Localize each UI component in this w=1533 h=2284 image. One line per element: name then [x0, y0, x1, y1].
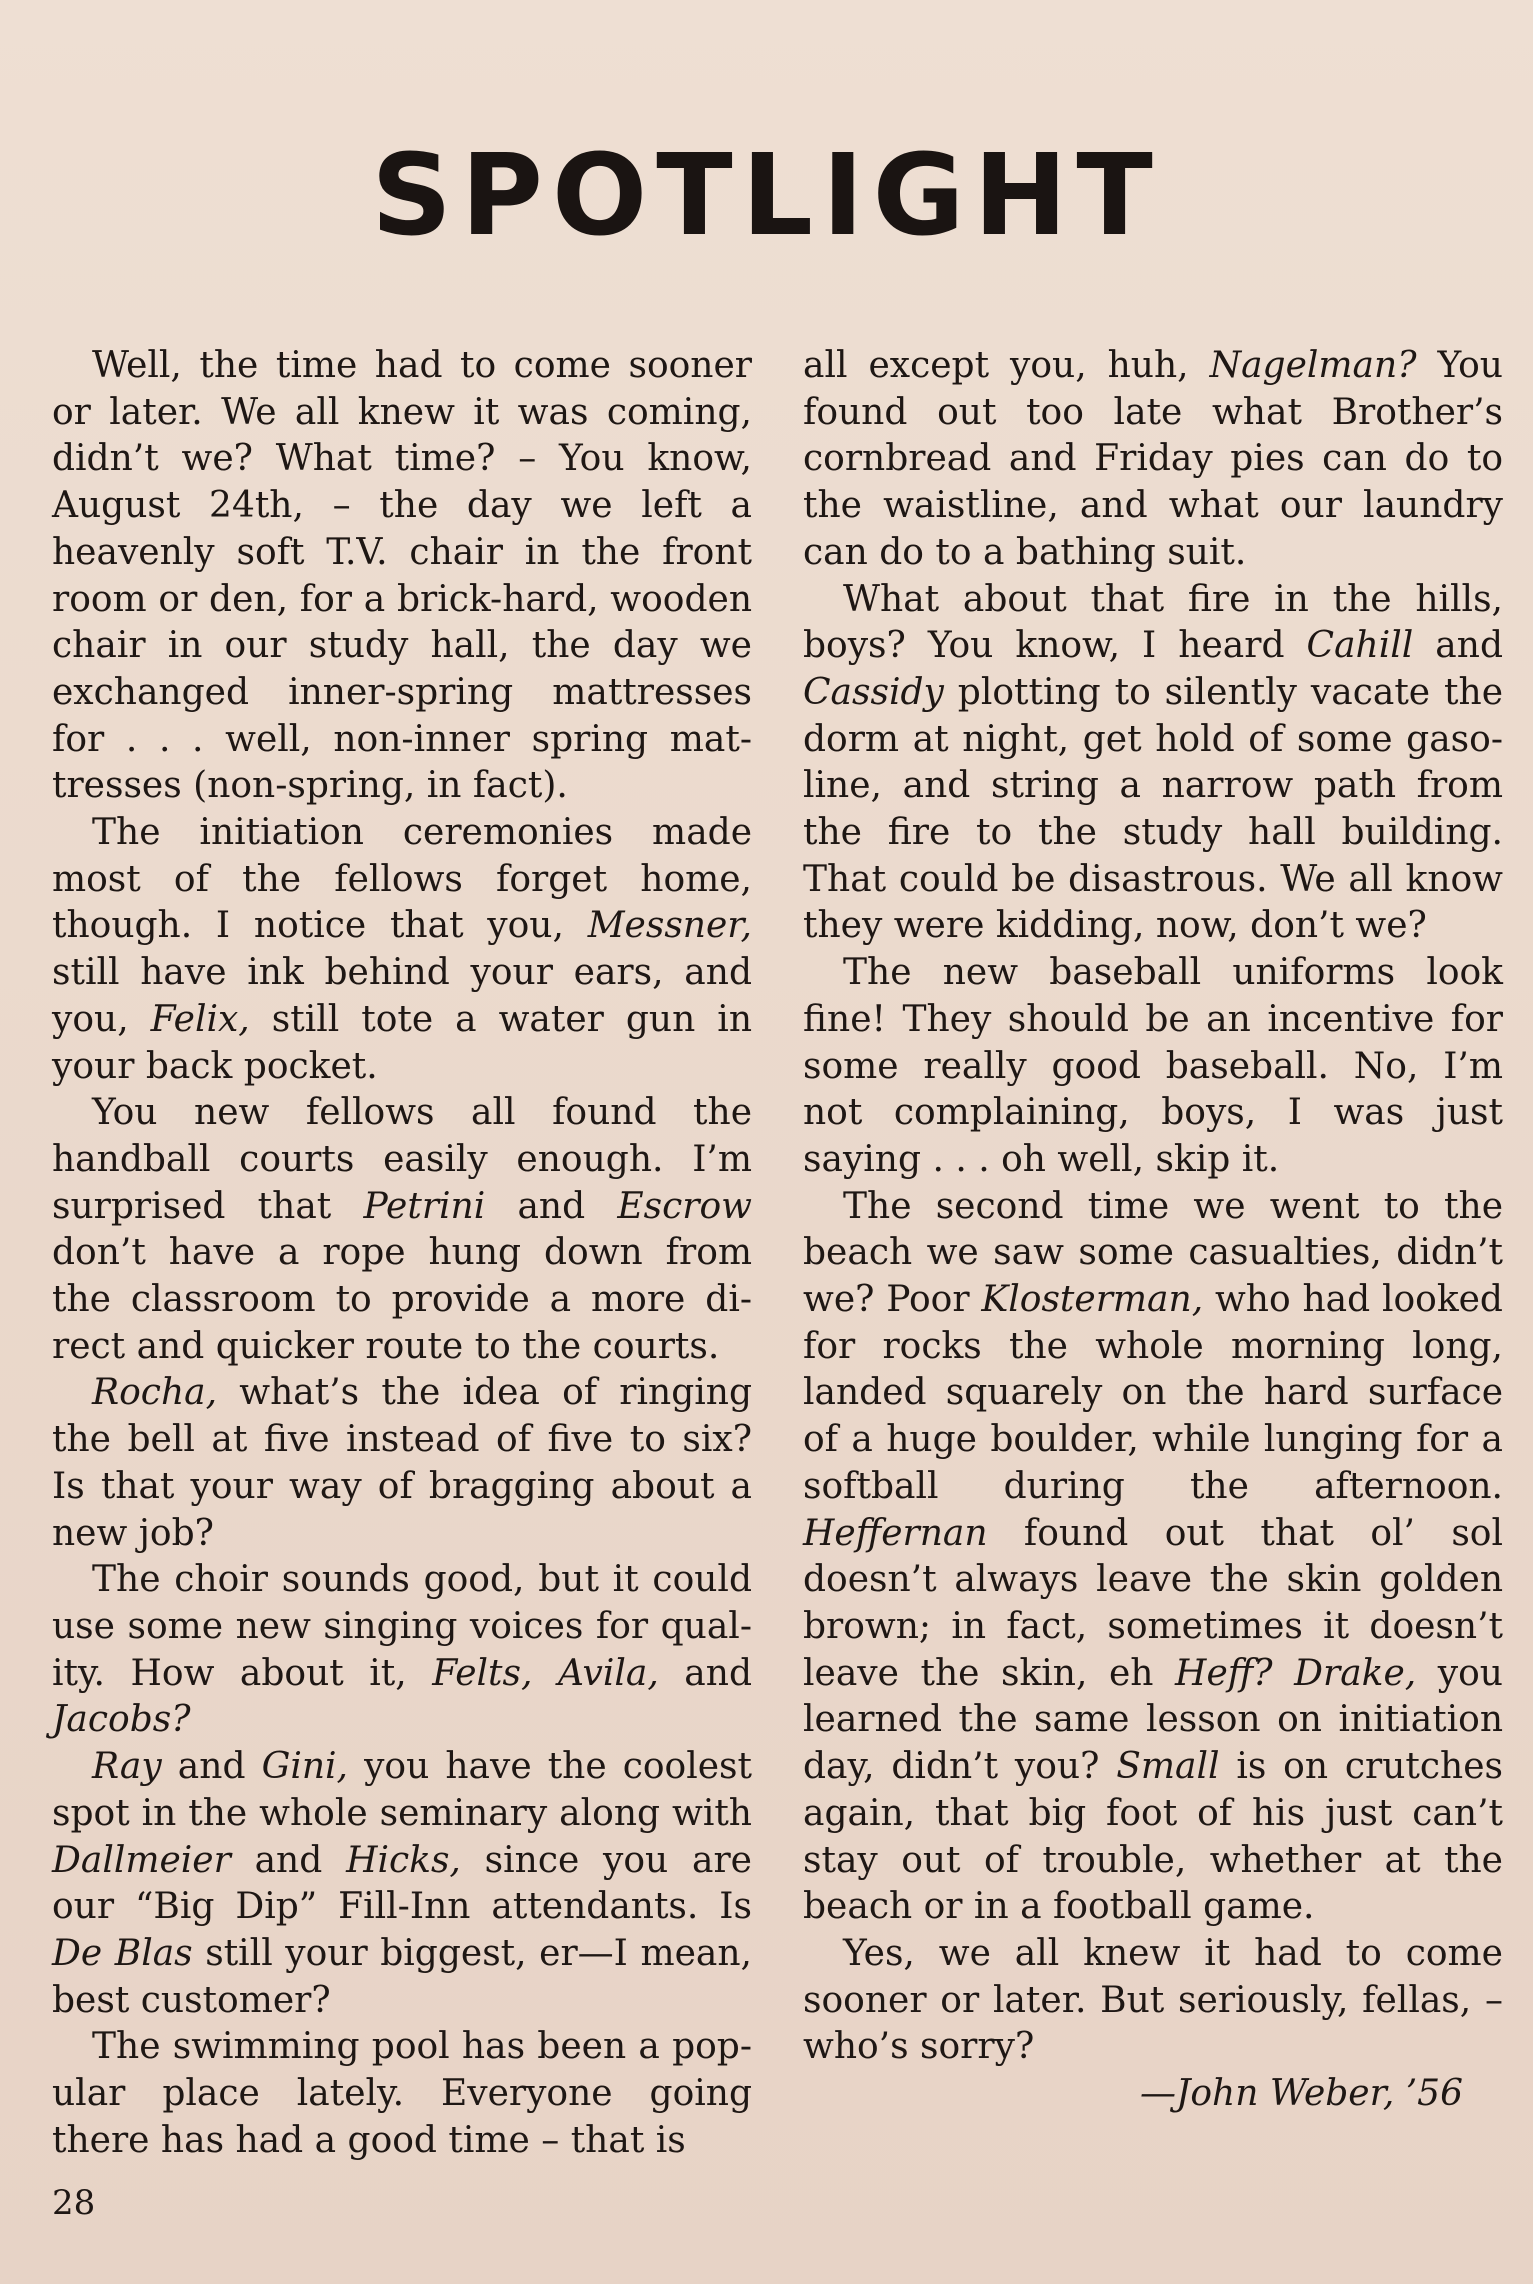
names-felts-avila: Felts, Avila, [432, 1652, 659, 1694]
author-signature: —John Weber, ’56 [1139, 2073, 1463, 2115]
text-run: You new fellows all found the handball courts easily enough. I’m surprised that [52, 1092, 752, 1227]
text-run: The choir sounds good, but it could use some new singing voices for quality. How about it, [52, 1559, 752, 1694]
text-run: still tote a water gun in your back pocket. [52, 998, 753, 1087]
text-run: who had looked for rocks the whole morning long, landed squarely on the hard surface of a huge boulder, while lunging for a softball during the afternoon. [803, 1279, 1503, 1507]
text-run: and [485, 1185, 618, 1227]
text-run: The second time we went to the beach we saw some casualties, didn’t we? Poor [803, 1185, 1503, 1321]
text-run: The initiation ceremonies made most of the fellows forget home, though. I notice that you, [52, 812, 752, 947]
name-small: Small [1116, 1746, 1220, 1788]
right-column [803, 343, 1503, 2118]
paragraph: The swimming pool has been a popular place lately. Everyone going there has had a good time – that is [52, 2026, 752, 2161]
paragraph [803, 577, 1503, 951]
text-run: don’t have a rope hung down from the classroom to provide a more direct and quicker route to the courts. [52, 1232, 752, 1367]
paragraph [803, 1184, 1503, 1931]
text-run: is on crutches again, that big foot of his just can’t stay out of trouble, whether at the beach or in a football game. [803, 1746, 1503, 1928]
left-column [52, 343, 752, 2164]
text-run: still your biggest, er—I mean, best customer? [52, 1932, 752, 2021]
text-run: and [658, 1652, 752, 1694]
paragraph [52, 1090, 752, 1370]
text-run: and [161, 1746, 262, 1788]
name-jacobs: Jacobs? [52, 1699, 191, 1741]
page-title: SPOTLIGHT [371, 131, 1162, 261]
text-run [1273, 1653, 1295, 1694]
name-escrow: Escrow [617, 1185, 752, 1227]
name-cahill: Cahill [1306, 625, 1414, 667]
name-cassidy: Cassidy [803, 671, 944, 713]
name-dallmeier: Dallmeier [52, 1839, 231, 1881]
paragraph [52, 810, 752, 1090]
name-drake: Drake, [1294, 1652, 1417, 1694]
text-run: all except you, huh, [803, 345, 1210, 386]
text-run: and [230, 1839, 347, 1881]
paragraph: The new baseball uniforms look fine! They should be an incentive for some really good baseball. No, I’m not complaining, boys, I was just saying . . . oh well, skip it. [803, 952, 1503, 1180]
name-rocha: Rocha, [92, 1372, 218, 1414]
text-run: you learned the same lesson on initiation day, didn’t you? [803, 1652, 1503, 1788]
paragraph: Yes, we all knew it had to come sooner or later. But seriously, fellas, – who’s sorry? [803, 1932, 1503, 2068]
name-ray: Ray [92, 1746, 162, 1788]
text-run: and [1413, 625, 1503, 667]
paragraph-continued [803, 343, 1503, 577]
text-run: found out that ol’ sol doesn’t always leave the skin golden brown; in fact, sometimes it doesn’t leave the skin, eh [803, 1512, 1503, 1694]
paragraph [52, 1744, 752, 2024]
text-run: plotting to silently vacate the dorm at night, get hold of some gasoline, and string a narrow path from the fire to the study hall building. That could be disastrous. We all know they were kidding, now, don’t we? [803, 671, 1503, 947]
page-number: 28 [52, 2183, 96, 2223]
name-felix: Felix, [150, 998, 250, 1040]
name-nagelman: Nagelman? [1209, 345, 1417, 386]
text-run: what’s the idea of ringing the bell at five instead of five to six? Is that your way of bragging about a new job? [52, 1372, 752, 1554]
name-gini: Gini, [261, 1746, 348, 1788]
name-heff: Heff? [1175, 1652, 1273, 1694]
name-hicks: Hicks, [346, 1839, 461, 1881]
name-heffernan: Heffernan [803, 1512, 988, 1554]
text-run: since you are our “Big Dip” Fill-Inn attendants. Is [52, 1839, 752, 1928]
paragraph: Well, the time had to come sooner or later. We all knew it was coming, didn’t we? What time? – You know, August 24th, – the day we left a heavenly soft T.V. chair in the front room or den, for a brick-hard, wooden chair in our study hall, the day we exchanged inner-spring mattresses for . . . well, non-inner spring mattresses (non-spring, in fact). [52, 345, 752, 807]
text-run: What about that fire in the hills, boys? You know, I heard [803, 578, 1503, 667]
text-run: still have ink behind your ears, and you, [52, 952, 752, 1040]
text-run: you have the coolest spot in the whole seminary along with [52, 1746, 752, 1834]
paragraph [52, 1557, 752, 1744]
name-de-blas: De Blas [52, 1932, 193, 1974]
paragraph [52, 1370, 752, 1557]
text-run: You found out too late what Brother’s cornbread and Friday pies can do to the waistline, and what our laundry can do to a bathing suit. [803, 345, 1503, 573]
name-petrini: Petrini [363, 1185, 486, 1227]
name-messner: Messner, [587, 905, 752, 947]
name-klosterman: Klosterman, [981, 1279, 1204, 1321]
